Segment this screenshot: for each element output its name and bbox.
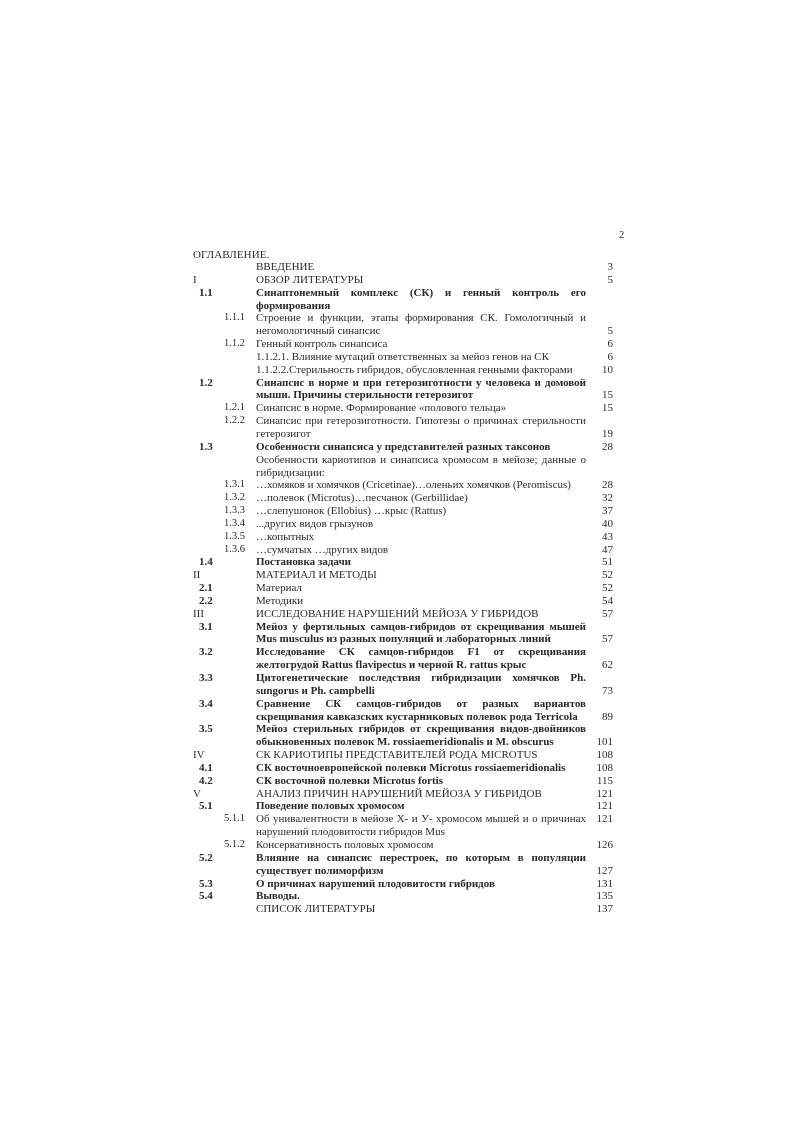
toc-entry bbox=[193, 621, 613, 647]
toc-entry bbox=[193, 698, 613, 724]
toc-entry bbox=[193, 813, 613, 839]
toc-entry-number: 1.1.2 bbox=[224, 338, 245, 350]
toc-entry bbox=[193, 518, 613, 531]
toc-entry-page: 28 bbox=[602, 440, 613, 453]
toc-entry-number: III bbox=[193, 607, 204, 620]
toc-entry bbox=[193, 492, 613, 505]
toc-entry-number: 5.4 bbox=[199, 890, 213, 903]
toc-entry-title: …хомяков и хомячков (Cricetinae)…оленьих хомячков (Peromiscus) bbox=[256, 479, 571, 492]
toc-entry-number bbox=[193, 351, 256, 364]
toc-entry-page: 115 bbox=[596, 774, 613, 787]
toc-entry-number: 1.3.1 bbox=[224, 479, 245, 491]
toc-entry-page: 51 bbox=[602, 556, 613, 569]
toc-entry bbox=[193, 544, 613, 557]
toc-entry-number: 3.1 bbox=[199, 620, 213, 633]
toc-entry bbox=[193, 762, 613, 775]
toc-entry-number bbox=[193, 364, 256, 377]
toc-entry bbox=[193, 454, 613, 480]
toc-entry-number: 1.4 bbox=[199, 556, 213, 569]
toc-entry-title: 1.1.2.1. Влияние мутаций ответственных за мейоз генов на СК bbox=[256, 350, 549, 363]
toc-entry bbox=[193, 608, 613, 621]
toc-entry-title: Исследование СК самцов-гибридов F1 от скрещивания желтогрудой Rattus flavipectus и черной R. rattus крыс bbox=[256, 646, 586, 672]
toc-entry bbox=[193, 723, 613, 749]
toc-heading: ОГЛАВЛЕНИЕ. bbox=[193, 249, 270, 261]
toc-entry bbox=[193, 415, 613, 441]
toc-entry-title: Мейоз у фертильных самцов-гибридов от скрещивания мышей Mus musculus из разных популяций и лабораторных линий bbox=[256, 620, 586, 646]
toc-entry-number bbox=[193, 261, 256, 274]
toc-entry-title: Мейоз стерильных гибридов от скрещивания видов-двойников обыкновенных полевок M. rossiaemeridionalis и M. obscurus bbox=[256, 723, 586, 749]
toc-entry bbox=[193, 569, 613, 582]
toc-entry bbox=[193, 595, 613, 608]
toc-entry-page: 5 bbox=[607, 325, 613, 338]
toc-entry bbox=[193, 402, 613, 415]
toc-entry-title: ИССЛЕДОВАНИЕ НАРУШЕНИЙ МЕЙОЗА У ГИБРИДОВ bbox=[256, 607, 539, 620]
toc-entry-page: 28 bbox=[602, 479, 613, 492]
toc-entry-page: 121 bbox=[596, 787, 613, 800]
toc-entry-page: 5 bbox=[607, 273, 613, 286]
toc-entry-title: Синапсис при гетерозиготности. Гипотезы о причинах стерильности гетерозигот bbox=[256, 415, 586, 440]
toc-entry-title: АНАЛИЗ ПРИЧИН НАРУШЕНИЙ МЕЙОЗА У ГИБРИДОВ bbox=[256, 787, 542, 800]
toc-entry bbox=[193, 800, 613, 813]
toc-entry bbox=[193, 775, 613, 788]
toc-entry-number: 1.3.2 bbox=[224, 492, 245, 504]
toc-entry-title: …копытных bbox=[256, 530, 315, 543]
toc-entry-number: 1.3.5 bbox=[224, 530, 245, 542]
toc-entry-page: 108 bbox=[596, 761, 613, 774]
toc-entry-number: 1.1.1 bbox=[224, 312, 245, 324]
toc-entry-page: 89 bbox=[602, 710, 613, 723]
toc-entry-title: О причинах нарушений плодовитости гибридов bbox=[256, 877, 495, 890]
toc-entry-title: Синапсис в норме и при гетерозиготности у человека и домовой мыши. Причины стерильности гетерозигот bbox=[256, 376, 586, 402]
toc-entry-title: СПИСОК ЛИТЕРАТУРЫ bbox=[256, 903, 376, 916]
toc-entry-number: 4.2 bbox=[199, 774, 213, 787]
table-of-contents bbox=[193, 261, 613, 916]
toc-entry-title: …полевок (Microtus)…песчанок (Gerbillidae) bbox=[256, 492, 468, 505]
toc-entry-title: Материал bbox=[256, 582, 302, 595]
toc-entry-number: 3.3 bbox=[199, 672, 213, 684]
toc-entry bbox=[193, 338, 613, 351]
toc-entry-page: 101 bbox=[596, 736, 613, 749]
toc-entry bbox=[193, 261, 613, 274]
toc-entry-page: 121 bbox=[596, 800, 613, 813]
toc-entry-page: 73 bbox=[602, 684, 613, 697]
toc-entry bbox=[193, 749, 613, 762]
toc-entry-number: 5.3 bbox=[199, 877, 213, 890]
toc-entry-page: 40 bbox=[602, 517, 613, 530]
toc-entry-title: Генный контроль синапсиса bbox=[256, 338, 388, 351]
toc-entry-title: Методики bbox=[256, 594, 304, 607]
toc-entry-page: 3 bbox=[607, 261, 613, 273]
toc-entry-title: СК восточной полевки Microtus fortis bbox=[256, 774, 443, 787]
toc-entry-page: 6 bbox=[607, 350, 613, 363]
toc-entry-number: 5.1.1 bbox=[224, 813, 245, 825]
toc-entry-title: Поведение половых хромосом bbox=[256, 800, 405, 813]
toc-entry-title: Влияние на синапсис перестроек, по которым в популяции существует полиморфизм bbox=[256, 851, 586, 877]
toc-entry-page: 137 bbox=[596, 903, 613, 916]
toc-entry-title: Строение и функции, этапы формирования СК. Гомологичный и негомологичный синапсис bbox=[256, 312, 586, 338]
toc-entry-number: V bbox=[193, 787, 201, 800]
toc-entry-title: Об унивалентности в мейозе Х- и У- хромосом мышей и о причинах нарушений плодовитости гибридов Mus bbox=[256, 813, 586, 839]
toc-entry-number: IV bbox=[193, 749, 205, 762]
toc-entry-title: СК восточноевропейской полевки Microtus rossiaemeridionalis bbox=[256, 761, 566, 774]
toc-entry-title: Цитогенетические последствия гибридизации хомячков Ph. sungorus и Ph. campbelli bbox=[256, 672, 586, 697]
toc-entry-number bbox=[193, 903, 256, 916]
toc-entry-page: 37 bbox=[602, 505, 613, 518]
toc-entry-number: 3.5 bbox=[199, 723, 213, 736]
toc-entry-title: …слепушонок (Ellobius) …крыс (Rattus) bbox=[256, 505, 447, 518]
toc-entry-page: 126 bbox=[596, 838, 613, 851]
toc-entry-title: …сумчатых …других видов bbox=[256, 543, 389, 556]
toc-entry-title: Особенности кариотипов и синапсиса хромосом в мейозе; данные о гибридизации: bbox=[256, 453, 586, 479]
toc-entry-title: Особенности синапсиса у представителей разных таксонов bbox=[256, 440, 551, 453]
toc-entry-number: 5.1.2 bbox=[224, 838, 245, 850]
toc-entry bbox=[193, 274, 613, 287]
toc-entry-page: 15 bbox=[602, 389, 613, 402]
toc-entry-page: 135 bbox=[596, 890, 613, 903]
toc-entry-number: 1.3.6 bbox=[224, 543, 245, 555]
toc-entry-page: 52 bbox=[602, 569, 613, 582]
toc-entry-number: 1.3.4 bbox=[224, 517, 245, 529]
toc-entry-page: 131 bbox=[596, 877, 613, 890]
toc-entry bbox=[193, 287, 613, 313]
toc-entry-page: 43 bbox=[602, 530, 613, 543]
toc-entry bbox=[193, 582, 613, 595]
toc-entry-number: 3.2 bbox=[199, 646, 213, 659]
toc-entry bbox=[193, 788, 613, 801]
toc-entry-title: ...других видов грызунов bbox=[256, 517, 374, 530]
toc-entry bbox=[193, 479, 613, 492]
toc-entry-number: 1.3.3 bbox=[224, 505, 245, 517]
toc-entry bbox=[193, 556, 613, 569]
toc-entry-page: 121 bbox=[596, 813, 613, 826]
toc-entry-title: Сравнение СК самцов-гибридов от разных вариантов скрещивания кавказских кустарниковых полевок рода Terricola bbox=[256, 697, 586, 723]
toc-entry-number: 5.2 bbox=[199, 851, 213, 864]
toc-entry-number bbox=[193, 454, 256, 480]
toc-entry-number: 5.1 bbox=[199, 800, 213, 813]
toc-entry bbox=[193, 312, 613, 338]
toc-entry bbox=[193, 441, 613, 454]
toc-entry-title: Выводы. bbox=[256, 890, 300, 903]
toc-entry bbox=[193, 672, 613, 698]
toc-entry-page: 54 bbox=[602, 594, 613, 607]
toc-entry-page: 47 bbox=[602, 543, 613, 556]
toc-entry-page: 19 bbox=[602, 427, 613, 440]
toc-entry-number: 1.2.1 bbox=[224, 402, 245, 414]
toc-entry-page: 108 bbox=[596, 749, 613, 762]
toc-entry-title: 1.1.2.2.Стерильность гибридов, обусловленная генными факторами bbox=[256, 363, 573, 376]
toc-entry-page: 6 bbox=[607, 338, 613, 351]
toc-entry-page: 32 bbox=[602, 492, 613, 505]
toc-entry-number: 2.1 bbox=[199, 582, 213, 595]
toc-entry-title: Синаптонемный комплекс (СК) и генный контроль его формирования bbox=[256, 286, 586, 312]
toc-entry-number: 2.2 bbox=[199, 594, 213, 607]
toc-entry bbox=[193, 505, 613, 518]
toc-entry bbox=[193, 364, 613, 377]
toc-entry bbox=[193, 646, 613, 672]
toc-entry-title: Консервативность половых хромосом bbox=[256, 838, 434, 851]
toc-entry-number: II bbox=[193, 569, 201, 582]
toc-entry-title: Постановка задачи bbox=[256, 556, 351, 569]
toc-entry bbox=[193, 839, 613, 852]
page-number: 2 bbox=[619, 230, 625, 241]
toc-entry-number: 1.2 bbox=[199, 376, 213, 389]
toc-entry-title: СК КАРИОТИПЫ ПРЕДСТАВИТЕЛЕЙ РОДА MICROTUS bbox=[256, 749, 538, 762]
toc-entry-title: ВВЕДЕНИЕ bbox=[256, 261, 315, 273]
toc-entry bbox=[193, 890, 613, 903]
toc-entry bbox=[193, 852, 613, 878]
toc-entry-page: 127 bbox=[596, 864, 613, 877]
toc-entry-title: Синапсис в норме. Формирование «полового тельца» bbox=[256, 402, 507, 415]
toc-entry bbox=[193, 351, 613, 364]
toc-entry-number: 1.2.2 bbox=[224, 415, 245, 427]
toc-entry-page: 10 bbox=[602, 363, 613, 376]
toc-entry bbox=[193, 878, 613, 891]
toc-entry-page: 15 bbox=[602, 402, 613, 415]
toc-entry-number: 1.1 bbox=[199, 286, 213, 299]
toc-entry bbox=[193, 903, 613, 916]
toc-entry-number: I bbox=[193, 273, 197, 286]
toc-entry bbox=[193, 531, 613, 544]
toc-entry-page: 52 bbox=[602, 582, 613, 595]
toc-entry-number: 3.4 bbox=[199, 697, 213, 710]
toc-entry-page: 57 bbox=[602, 633, 613, 646]
toc-entry-title: ОБЗОР ЛИТЕРАТУРЫ bbox=[256, 273, 364, 286]
toc-entry-title: МАТЕРИАЛ И МЕТОДЫ bbox=[256, 569, 377, 582]
toc-entry-number: 4.1 bbox=[199, 761, 213, 774]
toc-entry-page: 62 bbox=[602, 659, 613, 672]
toc-entry-page: 57 bbox=[602, 607, 613, 620]
toc-entry bbox=[193, 377, 613, 403]
toc-entry-number: 1.3 bbox=[199, 440, 213, 453]
